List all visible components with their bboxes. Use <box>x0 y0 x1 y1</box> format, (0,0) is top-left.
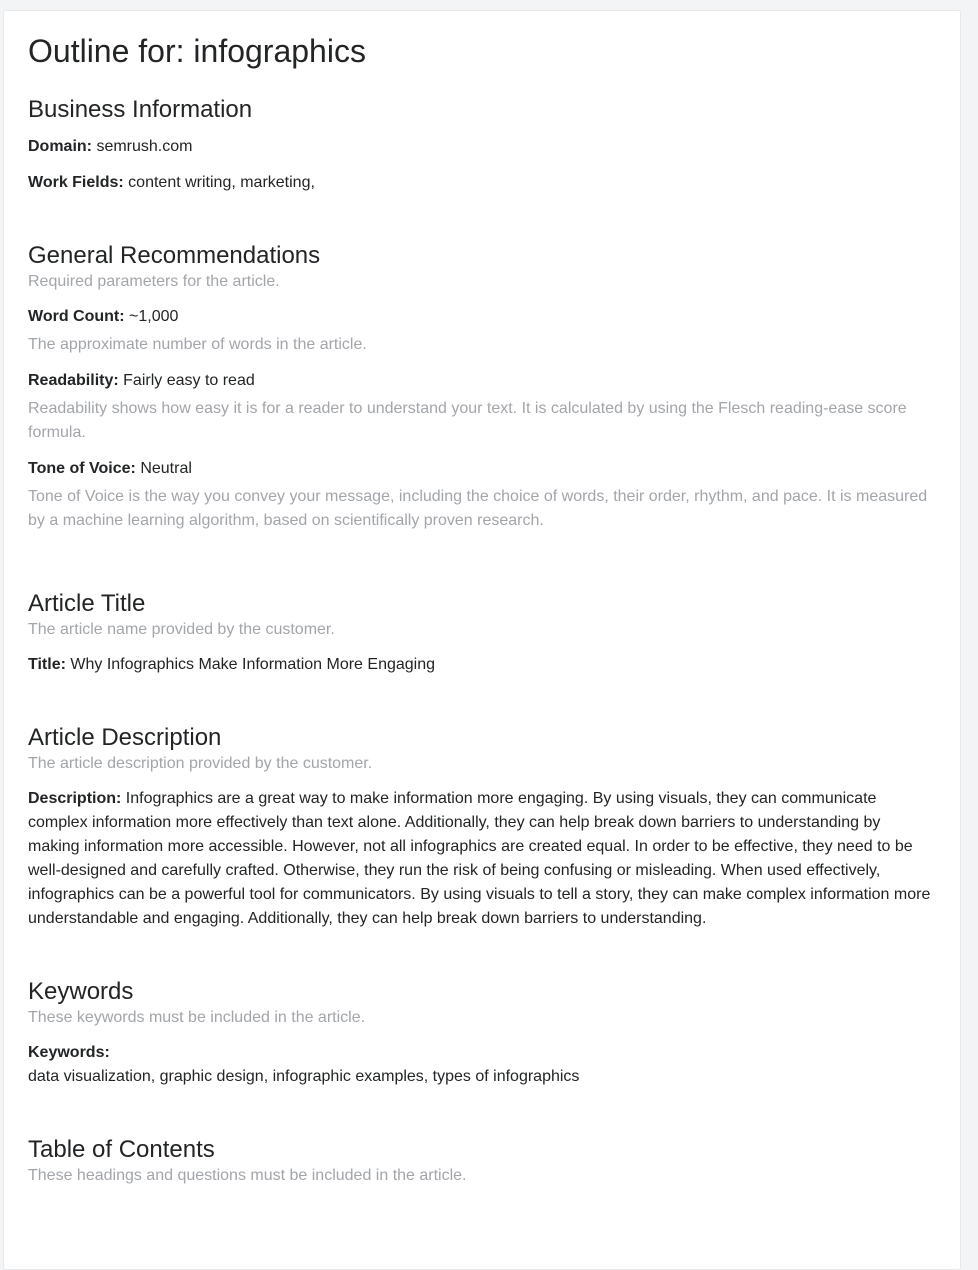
field-value: Why Infographics Make Information More Engaging <box>70 656 436 673</box>
field-value: Infographics are a great way to make information more engaging. By using visuals, they can communicate complex information more effectively than text alone. Additionally, they can help break down barriers to understanding by making information more accessible. However, not all infographics are created equal. In order to be effective, they need to be well-designed and carefully crafted. Otherwise, they run the risk of being confusing or misleading. When used effectively, infographics can be a powerful tool for communicators. By using visuals to tell a story, they can make complex information more understandable and engaging. Additionally, they can help break down barriers to understanding. <box>28 790 931 927</box>
section-title: Keywords <box>28 978 134 1005</box>
word-count-help: The approximate number of words in the article. <box>28 336 367 353</box>
field-value: content writing, marketing, <box>128 174 315 191</box>
section-subtitle: Required parameters for the article. <box>28 273 280 290</box>
field-label: Description: <box>28 790 122 807</box>
field-label: Readability: <box>28 372 119 389</box>
field-label: Title: <box>28 656 66 673</box>
general-recommendations-section <box>28 241 936 533</box>
page-title: Outline for: infographics <box>28 33 366 69</box>
tone-of-voice-field <box>28 457 936 481</box>
outline-card <box>3 10 961 1270</box>
section-subtitle: The article name provided by the customer. <box>28 621 335 638</box>
tone-of-voice-help: Tone of Voice is the way you convey your message, including the choice of words, their order, rhythm, and pace. It is measured by a machine learning algorithm, based on scientifically proven research. <box>28 488 928 529</box>
readability-help: Readability shows how easy it is for a reader to understand your text. It is calculated by using the Flesch reading-ease score formula. <box>28 400 907 441</box>
readability-field <box>28 369 936 393</box>
domain-field <box>28 135 936 159</box>
section-title: Business Information <box>28 96 253 123</box>
keywords-list: data visualization, graphic design, infographic examples, types of infographics <box>28 1068 580 1085</box>
field-label: Domain: <box>28 138 92 155</box>
field-label: Word Count: <box>28 308 125 325</box>
work-fields-field <box>28 171 936 195</box>
article-description-section <box>28 723 936 931</box>
field-value: Fairly easy to read <box>123 372 255 389</box>
description-field <box>28 787 936 931</box>
section-title: Article Description <box>28 724 222 751</box>
keywords-field <box>28 1041 936 1089</box>
keywords-section <box>28 977 936 1089</box>
field-label: Work Fields: <box>28 174 124 191</box>
field-value: ~1,000 <box>129 308 179 325</box>
section-subtitle: The article description provided by the customer. <box>28 755 373 772</box>
table-of-contents-section <box>28 1135 936 1187</box>
section-title: General Recommendations <box>28 242 321 269</box>
field-value: semrush.com <box>96 138 193 155</box>
field-label: Keywords: <box>28 1044 110 1061</box>
title-field <box>28 653 936 677</box>
section-title: Table of Contents <box>28 1136 215 1163</box>
word-count-field <box>28 305 936 329</box>
field-label: Tone of Voice: <box>28 460 136 477</box>
field-value: Neutral <box>140 460 192 477</box>
section-subtitle: These headings and questions must be included in the article. <box>28 1167 467 1184</box>
article-title-section <box>28 589 936 677</box>
business-information-section <box>28 95 936 195</box>
section-title: Article Title <box>28 590 146 617</box>
section-subtitle: These keywords must be included in the article. <box>28 1009 366 1026</box>
